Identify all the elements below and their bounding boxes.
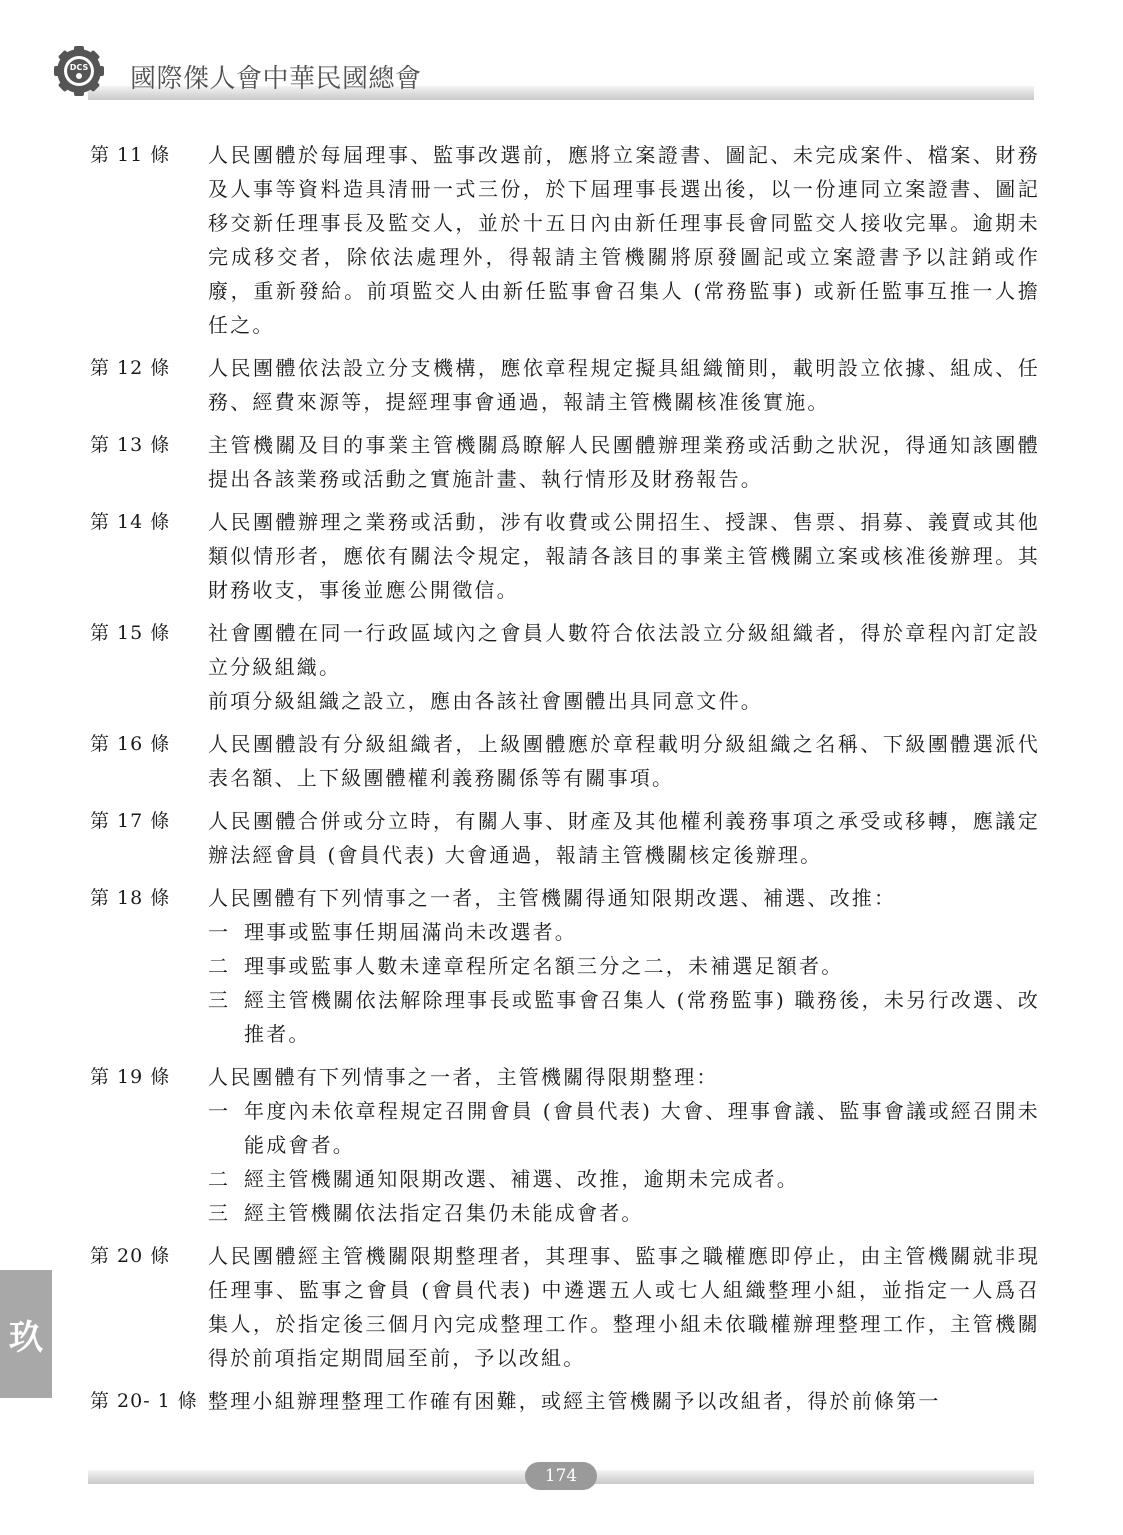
article-body <box>208 428 1040 496</box>
list-item <box>208 983 1040 1051</box>
article-label: 第 14 條 <box>90 511 171 533</box>
article-label: 第 16 條 <box>90 733 171 755</box>
articles-list <box>90 138 1040 1427</box>
list-item-number: 一 <box>208 920 231 944</box>
article-label: 第 17 條 <box>90 810 171 832</box>
list-item-text: 經主管機關依法解除理事長或監事會召集人 (常務監事) 職務後，未另行改選、改推者。 <box>244 988 1040 1046</box>
article <box>90 138 1040 342</box>
list-item <box>208 949 1040 983</box>
article-paragraph: 人民團體有下列情事之一者，主管機關得通知限期改選、補選、改推： <box>208 886 897 910</box>
article <box>90 1060 1040 1230</box>
article-body <box>208 351 1040 419</box>
article-body <box>208 505 1040 607</box>
list-item-number: 二 <box>208 1167 231 1191</box>
article <box>90 351 1040 419</box>
article-label: 第 20 條 <box>90 1245 171 1267</box>
article <box>90 505 1040 607</box>
article <box>90 1384 1040 1418</box>
article-paragraph: 人民團體設有分級組織者，上級團體應於章程載明分級組織之名稱、下級團體選派代表名額、上下級團體權利義務關係等有關事項。 <box>208 732 1040 790</box>
article-paragraph: 人民團體於每屆理事、監事改選前，應將立案證書、圖記、未完成案件、檔案、財務及人事等資料造具清冊一式三份，於下屆理事長選出後，以一份連同立案證書、圖記移交新任理事長及監交人，並於十五日內由新任理事長會同監交人接收完畢。逾期未完成移交者，除依法處理外，得報請主管機關將原發圖記或立案證書予以註銷或作廢，重新發給。前項監交人由新任監事會召集人 (常務監事) 或新任監事互推一人擔任之。 <box>208 143 1040 337</box>
list-item-number: 三 <box>208 988 231 1012</box>
page-number: 174 <box>525 1462 597 1490</box>
article <box>90 428 1040 496</box>
article-label: 第 12 條 <box>90 357 171 379</box>
list-item <box>208 915 1040 949</box>
article-paragraph: 主管機關及目的事業主管機關爲瞭解人民團體辦理業務或活動之狀況，得通知該團體提出各該業務或活動之實施計畫、執行情形及財務報告。 <box>208 433 1040 491</box>
article-body <box>208 804 1040 872</box>
article <box>90 881 1040 1051</box>
list-item <box>208 1196 1040 1230</box>
article-body <box>208 1239 1040 1375</box>
article <box>90 616 1040 718</box>
list-item <box>208 1094 1040 1162</box>
article-paragraph: 人民團體合併或分立時，有關人事、財產及其他權利義務事項之承受或移轉，應議定辦法經會員 (會員代表) 大會通過，報請主管機關核定後辦理。 <box>208 809 1040 867</box>
list-item-number: 三 <box>208 1201 231 1225</box>
article-body <box>208 727 1040 795</box>
logo-text: DCS <box>69 63 89 72</box>
article <box>90 804 1040 872</box>
list-item-text: 年度內未依章程規定召開會員 (會員代表) 大會、理事會議、監事會議或經召開未能成會者。 <box>244 1099 1040 1157</box>
article-body <box>208 138 1040 342</box>
article <box>90 727 1040 795</box>
dcs-logo-icon <box>54 46 104 96</box>
article-label: 第 20- 1 條 <box>90 1390 198 1412</box>
page-header <box>0 0 1123 110</box>
list-item <box>208 1162 1040 1196</box>
article-paragraph: 整理小組辦理整理工作確有困難，或經主管機關予以改組者，得於前條第一 <box>208 1389 941 1413</box>
article-label: 第 18 條 <box>90 887 171 909</box>
article-paragraph: 人民團體辦理之業務或活動，涉有收費或公開招生、授課、售票、捐募、義賣或其他類似情形者，應依有關法令規定，報請各該目的事業主管機關立案或核准後辦理。其財務收支，事後並應公開徵信。 <box>208 510 1040 602</box>
article-paragraph: 人民團體有下列情事之一者，主管機關得限期整理： <box>208 1065 719 1089</box>
article-body <box>208 881 1040 1051</box>
article-body <box>208 616 1040 718</box>
chapter-tab: 玖 <box>0 1270 52 1398</box>
article-label: 第 19 條 <box>90 1066 171 1088</box>
article-label: 第 13 條 <box>90 434 171 456</box>
article-paragraph: 前項分級組織之設立，應由各該社會團體出具同意文件。 <box>208 689 763 713</box>
list-item-number: 一 <box>208 1099 231 1123</box>
list-item-text: 理事或監事人數未達章程所定名額三分之二，未補選足額者。 <box>244 954 844 978</box>
list-item-text: 經主管機關通知限期改選、補選、改推，逾期未完成者。 <box>244 1167 799 1191</box>
article-body <box>208 1384 1040 1418</box>
organization-name: 國際傑人會中華民國總會 <box>130 64 422 94</box>
article-label: 第 11 條 <box>90 144 171 166</box>
list-item-text: 理事或監事任期屆滿尚未改選者。 <box>244 920 577 944</box>
article-paragraph: 人民團體依法設立分支機構，應依章程規定擬具組織簡則，載明設立依據、組成、任務、經費來源等，提經理事會通過，報請主管機關核准後實施。 <box>208 356 1040 414</box>
list-item-number: 二 <box>208 954 231 978</box>
article-paragraph: 社會團體在同一行政區域內之會員人數符合依法設立分級組織者，得於章程內訂定設立分級組織。 <box>208 621 1040 679</box>
list-item-text: 經主管機關依法指定召集仍未能成會者。 <box>244 1201 644 1225</box>
article-paragraph: 人民團體經主管機關限期整理者，其理事、監事之職權應即停止，由主管機關就非現任理事、監事之會員 (會員代表) 中遴選五人或七人組織整理小組，並指定一人爲召集人，於指定後三個月內完成整理工作。整理小組未依職權辦理整理工作，主管機關得於前項指定期間屆至前，予以改組。 <box>208 1244 1040 1370</box>
article-body <box>208 1060 1040 1230</box>
article-label: 第 15 條 <box>90 622 171 644</box>
article <box>90 1239 1040 1375</box>
